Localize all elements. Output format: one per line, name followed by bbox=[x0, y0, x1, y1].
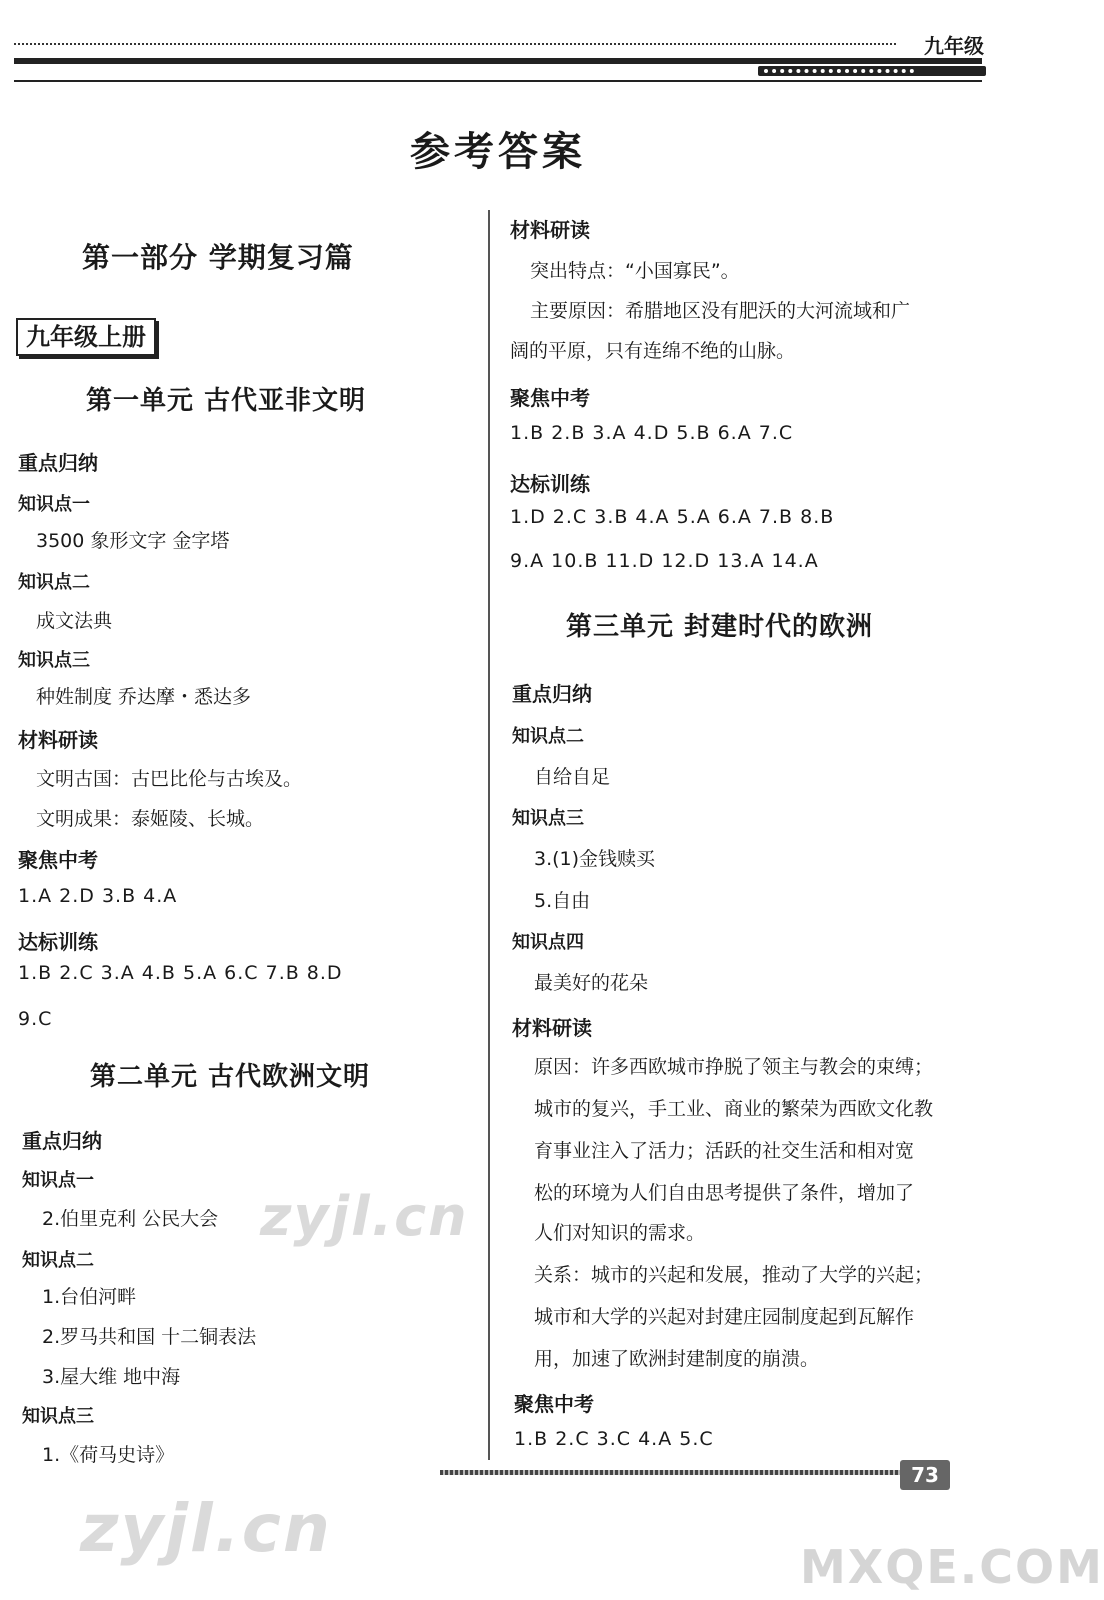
unit1-material-heading: 材料研读 bbox=[18, 728, 98, 752]
unit1-title: 第一单元 古代亚非文明 bbox=[86, 386, 367, 416]
unit3-key-heading: 重点归纳 bbox=[512, 682, 592, 706]
unit1-focus-heading: 聚焦中考 bbox=[18, 848, 98, 872]
header-dotted-rule bbox=[14, 43, 896, 45]
column-divider bbox=[488, 210, 490, 1460]
unit2-material-2b: 阔的平原，只有连绵不绝的山脉。 bbox=[510, 340, 796, 362]
unit2-k2-item-2: 2.罗马共和国 十二铜表法 bbox=[42, 1326, 257, 1348]
page-number: 73 bbox=[900, 1460, 950, 1490]
unit2-k2: 知识点二 bbox=[22, 1250, 94, 1271]
unit1-focus-answers: 1.A 2.D 3.B 4.A bbox=[18, 885, 178, 907]
unit3-material-1: 原因：许多西欧城市挣脱了领主与教会的束缚； bbox=[534, 1056, 934, 1078]
unit3-k4: 知识点四 bbox=[512, 932, 584, 953]
unit2-train-answers-2: 9.A 10.B 11.D 12.D 13.A 14.A bbox=[510, 550, 819, 572]
unit1-material-1: 文明古国：古巴比伦与古埃及。 bbox=[36, 768, 303, 790]
unit1-k2-text: 成文法典 bbox=[36, 610, 113, 632]
grade-box: 九年级上册 bbox=[16, 318, 156, 356]
unit3-focus-answers: 1.B 2.C 3.C 4.A 5.C bbox=[514, 1428, 714, 1450]
unit2-material-heading: 材料研读 bbox=[510, 218, 590, 242]
watermark: zyjl.cn bbox=[260, 1185, 469, 1248]
unit3-material-7: 城市和大学的兴起对封建庄园制度起到瓦解作 bbox=[534, 1306, 915, 1328]
unit2-focus-answers: 1.B 2.B 3.A 4.D 5.B 6.A 7.C bbox=[510, 422, 794, 444]
unit1-key-heading: 重点归纳 bbox=[18, 451, 98, 475]
unit2-k1-text: 2.伯里克利 公民大会 bbox=[42, 1208, 219, 1230]
unit3-material-5: 人们对知识的需求。 bbox=[534, 1222, 706, 1244]
unit3-material-2: 城市的复兴，手工业、商业的繁荣为西欧文化教 bbox=[534, 1098, 934, 1120]
unit1-k2: 知识点二 bbox=[18, 572, 90, 593]
footer-rule bbox=[440, 1470, 910, 1475]
unit2-key-heading: 重点归纳 bbox=[22, 1129, 102, 1153]
unit1-train-heading: 达标训练 bbox=[18, 930, 98, 954]
unit2-train-answers-1: 1.D 2.C 3.B 4.A 5.A 6.A 7.B 8.B bbox=[510, 506, 835, 528]
unit3-material-3: 育事业注入了活力；活跃的社交生活和相对宽 bbox=[534, 1140, 915, 1162]
unit2-k2-item-1: 1.台伯河畔 bbox=[42, 1286, 137, 1308]
page-title: 参考答案 bbox=[410, 128, 586, 175]
unit3-material-6: 关系：城市的兴起和发展，推动了大学的兴起； bbox=[534, 1264, 934, 1286]
header-band-dots bbox=[764, 69, 914, 73]
unit3-k2-text: 自给自足 bbox=[534, 766, 611, 788]
unit1-train-answers-1: 1.B 2.C 3.A 4.B 5.A 6.C 7.B 8.D bbox=[18, 962, 343, 984]
unit3-k3-item-1: 3.(1)金钱赎买 bbox=[534, 848, 656, 870]
watermark: MXQE.COM bbox=[800, 1540, 1104, 1594]
unit3-title: 第三单元 封建时代的欧洲 bbox=[566, 612, 874, 642]
unit1-train-answers-2: 9.C bbox=[18, 1008, 53, 1030]
unit1-k3: 知识点三 bbox=[18, 650, 90, 671]
unit2-k3-item-1: 1.《荷马史诗》 bbox=[42, 1444, 175, 1466]
unit1-k1: 知识点一 bbox=[18, 494, 90, 515]
watermark: zyjl.cn bbox=[80, 1490, 332, 1567]
unit3-k3: 知识点三 bbox=[512, 808, 584, 829]
unit1-k1-text: 3500 象形文字 金字塔 bbox=[36, 530, 230, 552]
unit2-train-heading: 达标训练 bbox=[510, 472, 590, 496]
unit3-k2: 知识点二 bbox=[512, 726, 584, 747]
unit3-material-8: 用，加速了欧洲封建制度的崩溃。 bbox=[534, 1348, 820, 1370]
unit1-k3-text: 种姓制度 乔达摩・悉达多 bbox=[36, 686, 252, 708]
unit2-k1: 知识点一 bbox=[22, 1170, 94, 1191]
header-thin-rule bbox=[14, 80, 982, 82]
unit2-material-1: 突出特点：“小国寡民”。 bbox=[530, 260, 740, 282]
unit3-k4-text: 最美好的花朵 bbox=[534, 972, 649, 994]
header-thick-rule bbox=[14, 58, 982, 64]
unit2-focus-heading: 聚焦中考 bbox=[510, 386, 590, 410]
unit2-k2-item-3: 3.屋大维 地中海 bbox=[42, 1366, 181, 1388]
unit2-title: 第二单元 古代欧洲文明 bbox=[90, 1062, 371, 1092]
unit2-k3: 知识点三 bbox=[22, 1406, 94, 1427]
unit3-k3-item-2: 5.自由 bbox=[534, 890, 591, 912]
part-title: 第一部分 学期复习篇 bbox=[82, 241, 354, 274]
unit1-material-2: 文明成果：泰姬陵、长城。 bbox=[36, 808, 265, 830]
unit2-material-2a: 主要原因：希腊地区没有肥沃的大河流域和广 bbox=[530, 300, 911, 322]
unit3-material-4: 松的环境为人们自由思考提供了条件，增加了 bbox=[534, 1182, 915, 1204]
unit3-focus-heading: 聚焦中考 bbox=[514, 1392, 594, 1416]
header-grade: 九年级 bbox=[924, 34, 984, 58]
unit3-material-heading: 材料研读 bbox=[512, 1016, 592, 1040]
